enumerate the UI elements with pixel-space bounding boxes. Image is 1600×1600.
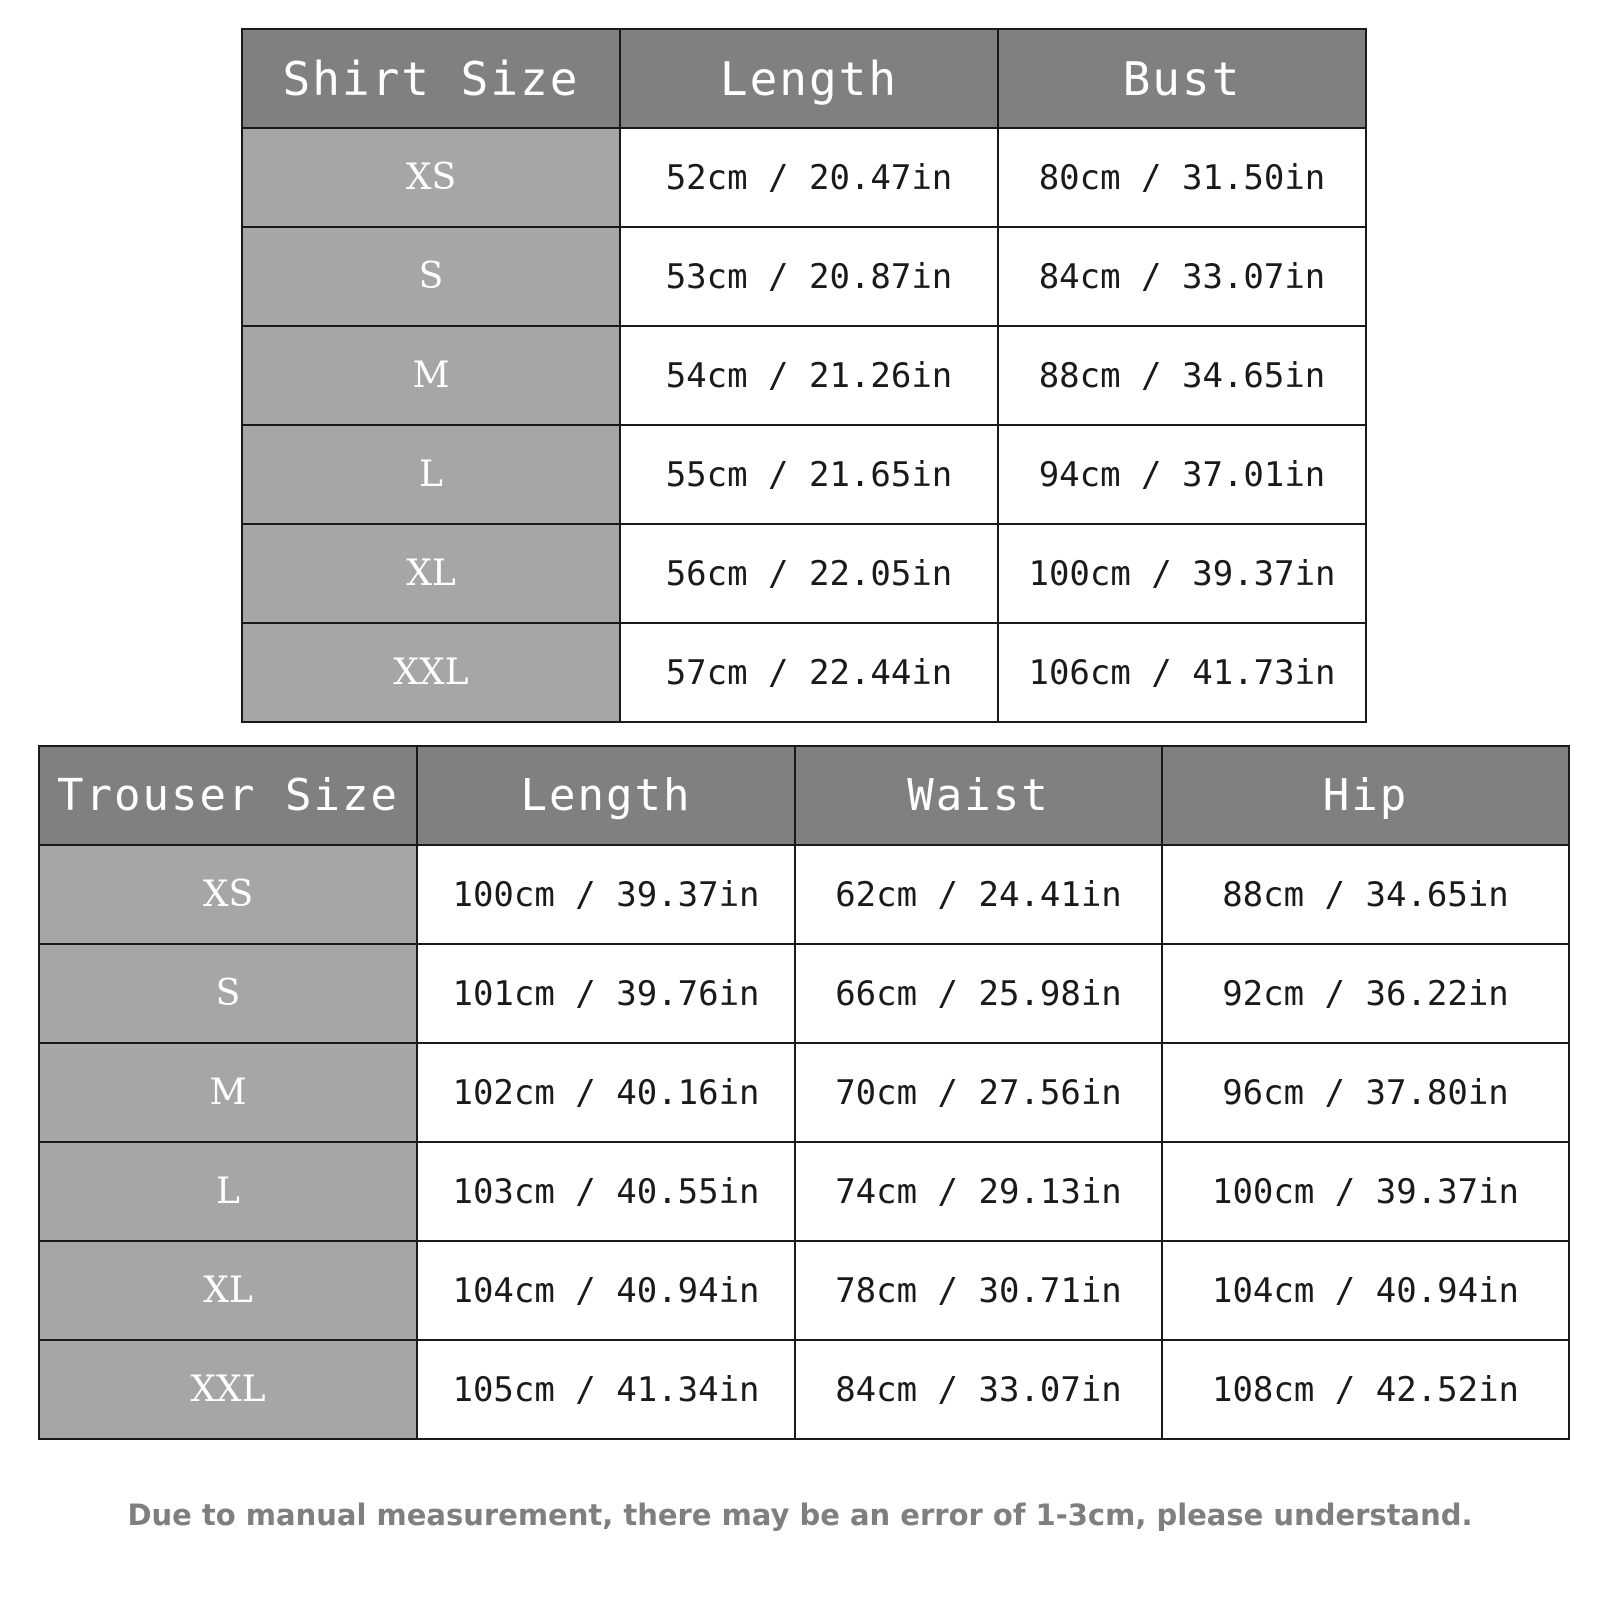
trouser-header-row bbox=[39, 746, 1569, 845]
shirt-bust-cell: 80cm / 31.50in bbox=[998, 128, 1366, 227]
table-row bbox=[39, 845, 1569, 944]
shirt-size-cell: M bbox=[242, 326, 620, 425]
shirt-bust-cell: 106cm / 41.73in bbox=[998, 623, 1366, 722]
shirt-size-cell: XXL bbox=[242, 623, 620, 722]
trouser-size-cell: XL bbox=[39, 1241, 417, 1340]
shirt-header-size: Shirt Size bbox=[242, 29, 620, 128]
shirt-length-cell: 54cm / 21.26in bbox=[620, 326, 998, 425]
trouser-hip-cell: 100cm / 39.37in bbox=[1162, 1142, 1569, 1241]
trouser-size-cell: XS bbox=[39, 845, 417, 944]
trouser-size-cell: M bbox=[39, 1043, 417, 1142]
trouser-size-cell: XXL bbox=[39, 1340, 417, 1439]
trouser-waist-cell: 78cm / 30.71in bbox=[795, 1241, 1162, 1340]
table-row bbox=[242, 524, 1366, 623]
shirt-size-cell: S bbox=[242, 227, 620, 326]
trouser-hip-cell: 108cm / 42.52in bbox=[1162, 1340, 1569, 1439]
trouser-hip-cell: 88cm / 34.65in bbox=[1162, 845, 1569, 944]
shirt-length-cell: 57cm / 22.44in bbox=[620, 623, 998, 722]
table-row bbox=[242, 128, 1366, 227]
shirt-size-cell: XL bbox=[242, 524, 620, 623]
trouser-size-cell: L bbox=[39, 1142, 417, 1241]
shirt-length-cell: 55cm / 21.65in bbox=[620, 425, 998, 524]
trouser-length-cell: 100cm / 39.37in bbox=[417, 845, 795, 944]
trouser-size-cell: S bbox=[39, 944, 417, 1043]
shirt-bust-cell: 88cm / 34.65in bbox=[998, 326, 1366, 425]
table-row bbox=[242, 326, 1366, 425]
trouser-waist-cell: 74cm / 29.13in bbox=[795, 1142, 1162, 1241]
trouser-header-hip: Hip bbox=[1162, 746, 1569, 845]
shirt-length-cell: 52cm / 20.47in bbox=[620, 128, 998, 227]
table-row bbox=[39, 944, 1569, 1043]
trouser-waist-cell: 62cm / 24.41in bbox=[795, 845, 1162, 944]
trouser-hip-cell: 92cm / 36.22in bbox=[1162, 944, 1569, 1043]
table-row bbox=[39, 1340, 1569, 1439]
shirt-header-bust: Bust bbox=[998, 29, 1366, 128]
trouser-length-cell: 104cm / 40.94in bbox=[417, 1241, 795, 1340]
trouser-size-table bbox=[38, 745, 1570, 1440]
trouser-length-cell: 105cm / 41.34in bbox=[417, 1340, 795, 1439]
shirt-size-cell: XS bbox=[242, 128, 620, 227]
table-row bbox=[242, 623, 1366, 722]
trouser-hip-cell: 104cm / 40.94in bbox=[1162, 1241, 1569, 1340]
shirt-bust-cell: 84cm / 33.07in bbox=[998, 227, 1366, 326]
trouser-hip-cell: 96cm / 37.80in bbox=[1162, 1043, 1569, 1142]
table-row bbox=[39, 1142, 1569, 1241]
trouser-header-length: Length bbox=[417, 746, 795, 845]
shirt-length-cell: 53cm / 20.87in bbox=[620, 227, 998, 326]
shirt-header-length: Length bbox=[620, 29, 998, 128]
trouser-waist-cell: 66cm / 25.98in bbox=[795, 944, 1162, 1043]
shirt-header-row bbox=[242, 29, 1366, 128]
shirt-size-cell: L bbox=[242, 425, 620, 524]
shirt-size-table bbox=[241, 28, 1367, 723]
trouser-waist-cell: 70cm / 27.56in bbox=[795, 1043, 1162, 1142]
shirt-bust-cell: 100cm / 39.37in bbox=[998, 524, 1366, 623]
measurement-note: Due to manual measurement, there may be an error of 1-3cm, please understand. bbox=[127, 1498, 1473, 1532]
table-row bbox=[242, 227, 1366, 326]
trouser-header-waist: Waist bbox=[795, 746, 1162, 845]
table-row bbox=[39, 1241, 1569, 1340]
trouser-waist-cell: 84cm / 33.07in bbox=[795, 1340, 1162, 1439]
table-row bbox=[39, 1043, 1569, 1142]
trouser-header-size: Trouser Size bbox=[39, 746, 417, 845]
trouser-length-cell: 102cm / 40.16in bbox=[417, 1043, 795, 1142]
shirt-length-cell: 56cm / 22.05in bbox=[620, 524, 998, 623]
table-row bbox=[242, 425, 1366, 524]
trouser-length-cell: 103cm / 40.55in bbox=[417, 1142, 795, 1241]
trouser-length-cell: 101cm / 39.76in bbox=[417, 944, 795, 1043]
shirt-bust-cell: 94cm / 37.01in bbox=[998, 425, 1366, 524]
